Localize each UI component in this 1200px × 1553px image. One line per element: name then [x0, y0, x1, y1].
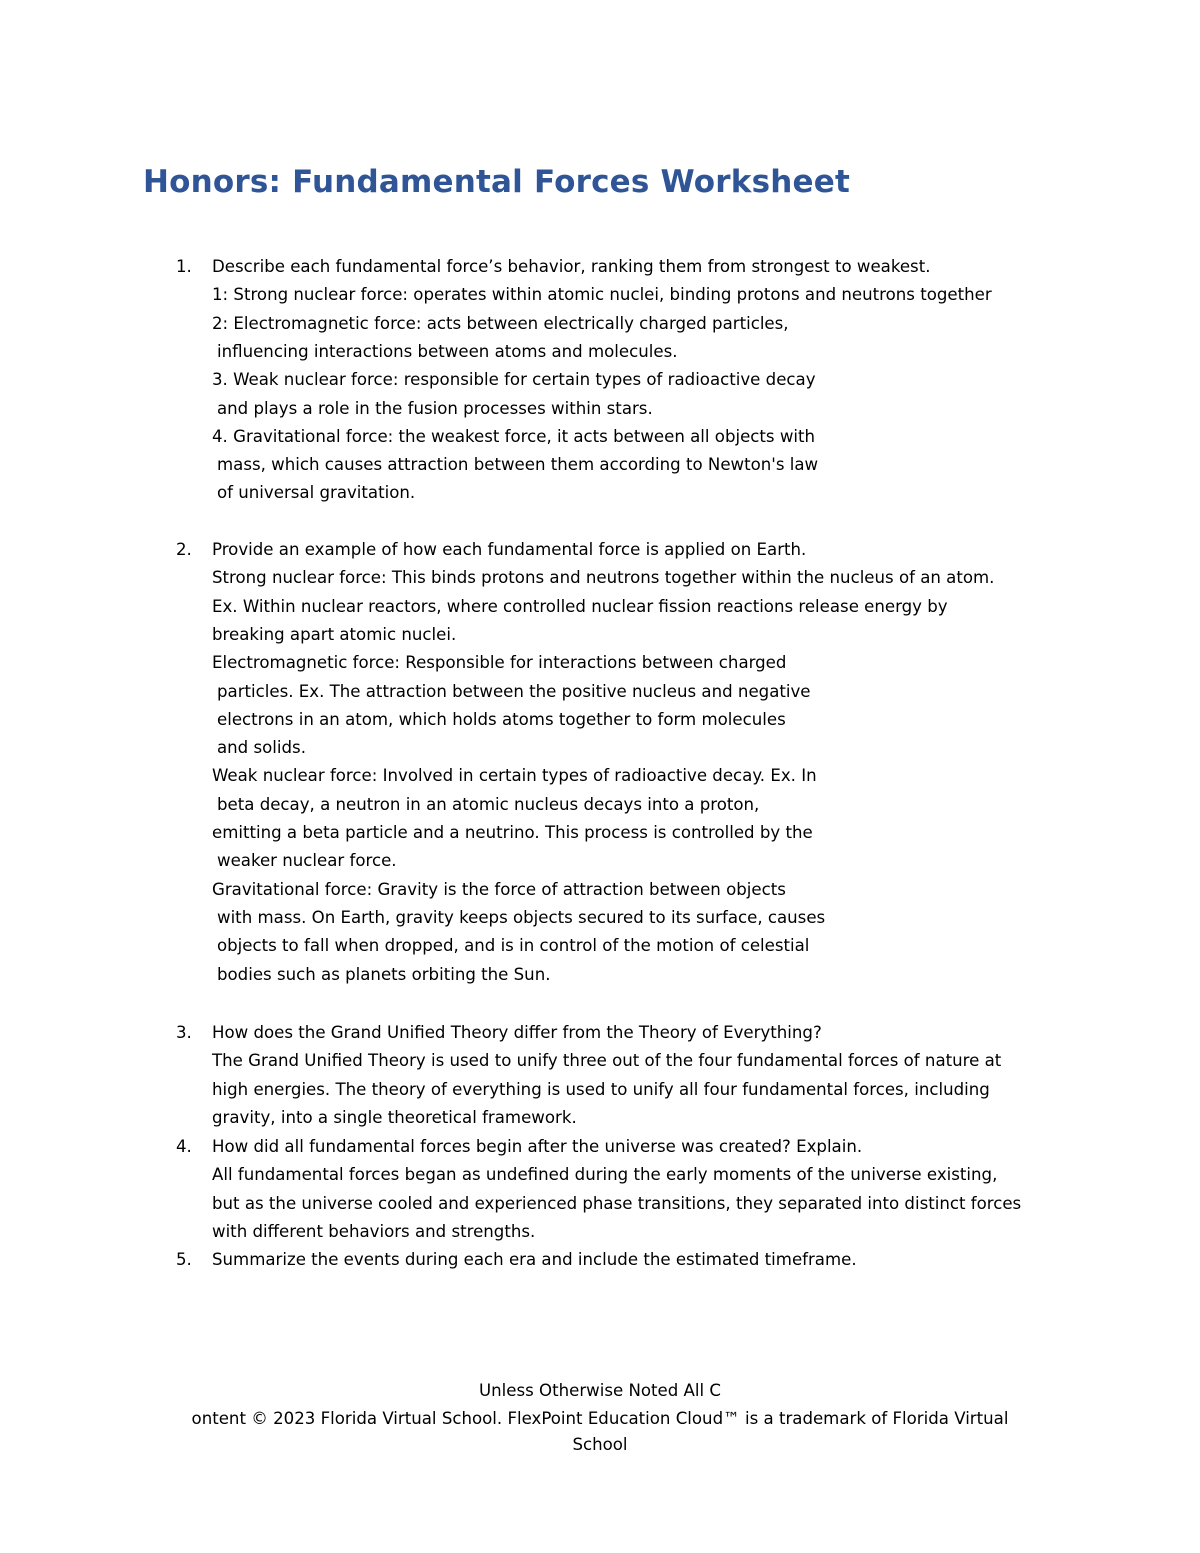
answer-line: Strong nuclear force: This binds protons and neutrons together within the nucleus of an atom. [212, 568, 995, 588]
answer-line: of universal gravitation. [217, 483, 416, 503]
answer-line: and plays a role in the fusion processes within stars. [217, 398, 653, 418]
answer-line: particles. Ex. The attraction between the positive nucleus and negative [217, 681, 811, 701]
answer-line: The Grand Unified Theory is used to unify three out of the four fundamental forces of nature at [212, 1051, 1002, 1071]
page-title: Honors: Fundamental Forces Worksheet [143, 164, 851, 200]
question-prompt: How does the Grand Unified Theory differ from the Theory of Everything? [212, 1023, 822, 1042]
answer-line: electrons in an atom, which holds atoms together to form molecules [217, 709, 786, 729]
answer-line: beta decay, a neutron in an atomic nucleus decays into a proton, [217, 794, 760, 814]
question-prompt: Describe each fundamental force’s behavior, ranking them from strongest to weakest. [212, 257, 931, 276]
question-number: 2. [176, 540, 192, 559]
answer-line: high energies. The theory of everything is used to unify all four fundamental forces, including [212, 1079, 990, 1099]
question-number: 1. [176, 257, 192, 276]
answer-line: but as the universe cooled and experienced phase transitions, they separated into distinct forces [212, 1193, 1022, 1213]
question-number: 3. [176, 1023, 192, 1042]
answer-line: Ex. Within nuclear reactors, where controlled nuclear fission reactions release energy by [212, 596, 948, 616]
question-number: 4. [176, 1137, 192, 1156]
footer-line-2: ontent © 2023 Florida Virtual School. FlexPoint Education Cloud™ is a trademark of Florida Virtual [191, 1409, 1009, 1428]
answer-line: 2: Electromagnetic force: acts between electrically charged particles, [212, 313, 789, 333]
answer-line: Weak nuclear force: Involved in certain types of radioactive decay. Ex. In [212, 766, 817, 786]
question-prompt: Summarize the events during each era and include the estimated timeframe. [212, 1250, 857, 1269]
footer-line-1: Unless Otherwise Noted All C [479, 1381, 721, 1400]
answer-line: bodies such as planets orbiting the Sun. [217, 964, 551, 984]
answer-line: All fundamental forces began as undefined during the early moments of the universe existing, [212, 1165, 998, 1185]
answer-line: with different behaviors and strengths. [212, 1221, 536, 1241]
answer-line: Gravitational force: Gravity is the force of attraction between objects [212, 879, 786, 899]
answer-line: 1: Strong nuclear force: operates within atomic nuclei, binding protons and neutrons together [212, 285, 992, 305]
question-prompt: Provide an example of how each fundamental force is applied on Earth. [212, 540, 807, 559]
answer-line: influencing interactions between atoms and molecules. [217, 341, 678, 361]
answer-line: objects to fall when dropped, and is in control of the motion of celestial [217, 936, 810, 956]
question-prompt: How did all fundamental forces begin after the universe was created? Explain. [212, 1137, 863, 1156]
answer-line: emitting a beta particle and a neutrino. This process is controlled by the [212, 823, 813, 842]
answer-line: mass, which causes attraction between them according to Newton's law [217, 455, 819, 475]
answer-line: gravity, into a single theoretical framework. [212, 1107, 577, 1127]
answer-line: with mass. On Earth, gravity keeps objects secured to its surface, causes [217, 907, 826, 927]
answer-line: 4. Gravitational force: the weakest force, it acts between all objects with [212, 426, 816, 446]
answer-line: and solids. [217, 738, 306, 758]
answer-line: Electromagnetic force: Responsible for interactions between charged [212, 653, 787, 673]
answer-line: weaker nuclear force. [217, 851, 397, 871]
answer-line: 3. Weak nuclear force: responsible for certain types of radioactive decay [212, 370, 816, 390]
answer-line: breaking apart atomic nuclei. [212, 624, 457, 644]
question-number: 5. [176, 1250, 192, 1269]
footer-line-3: School [572, 1435, 628, 1454]
